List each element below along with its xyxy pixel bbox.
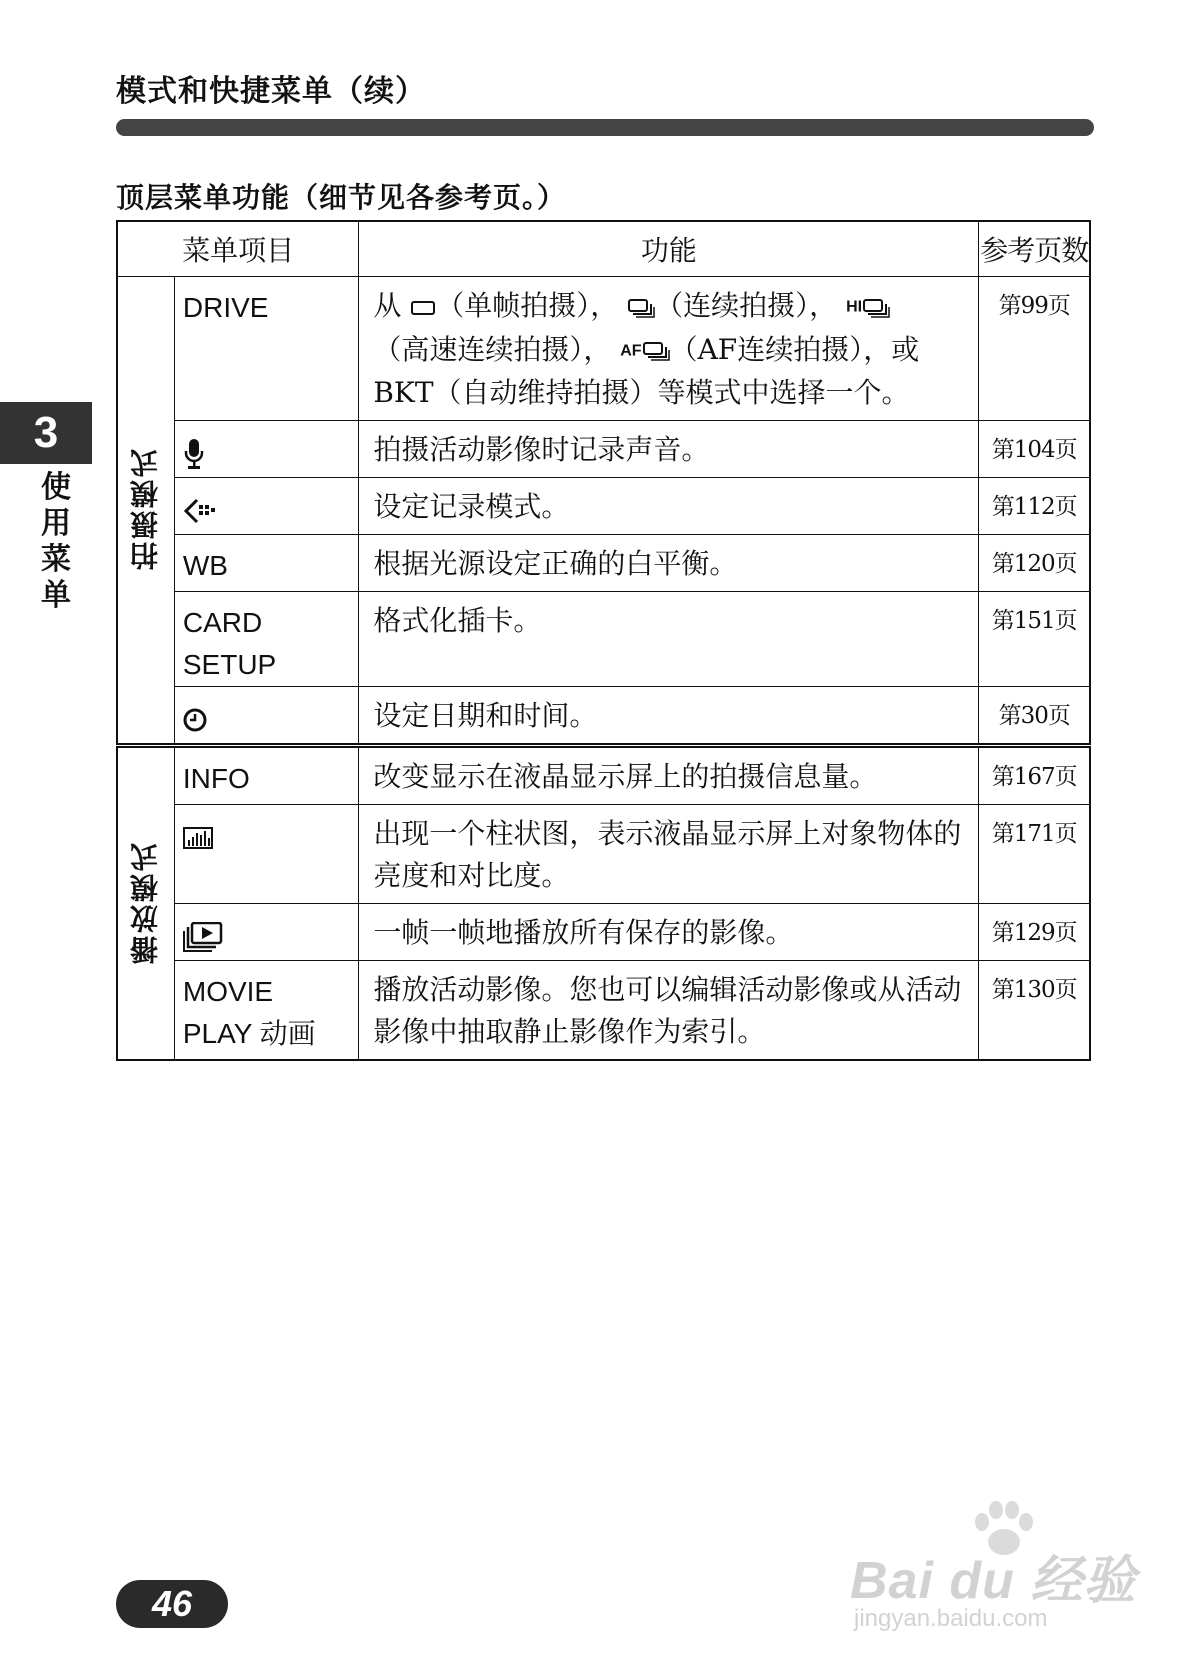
table-row <box>117 746 1090 805</box>
page-header-title: 模式和快捷菜单（续） <box>116 74 426 109</box>
chapter-label: 使用菜单 <box>41 470 71 613</box>
reference-page: 第171页 <box>979 805 1090 904</box>
histogram-icon <box>183 827 213 849</box>
function-text: 播放活动影像。您也可以编辑活动影像或从活动影像中抽取静止影像作为索引。 <box>359 961 979 1061</box>
reference-page: 第151页 <box>979 592 1090 687</box>
table-row <box>117 478 1090 535</box>
af-sequential-icon <box>642 341 670 361</box>
reference-page: 第130页 <box>979 961 1090 1061</box>
microphone-icon <box>183 438 205 470</box>
reference-page: 第104页 <box>979 421 1090 478</box>
function-text: 设定日期和时间。 <box>359 687 979 746</box>
chapter-number: 3 <box>33 408 59 457</box>
table-row <box>117 961 1090 1061</box>
section-title: 顶层菜单功能（细节见各参考页。） <box>116 181 567 214</box>
menu-item <box>174 478 358 535</box>
function-text: 一帧一帧地播放所有保存的影像。 <box>359 904 979 961</box>
chapter-tab <box>0 402 92 464</box>
menu-item <box>174 904 358 961</box>
reference-page: 第99页 <box>979 277 1090 421</box>
function-text: 出现一个柱状图，表示液晶显示屏上对象物体的亮度和对比度。 <box>359 805 979 904</box>
function-text: 根据光源设定正确的白平衡。 <box>359 535 979 592</box>
slideshow-icon <box>183 922 223 952</box>
header-function: 功能 <box>359 221 979 277</box>
high-speed-sequential-icon <box>862 298 890 318</box>
table-row <box>117 805 1090 904</box>
category-playback-label: 播放模式 <box>128 839 162 964</box>
top-menu-table <box>116 220 1091 1061</box>
watermark-brand: Bai du 经验 <box>850 1552 1137 1610</box>
af-label: AF <box>620 342 642 359</box>
watermark <box>850 1500 1140 1640</box>
header-divider-bar <box>116 119 1094 136</box>
reference-page: 第120页 <box>979 535 1090 592</box>
menu-item: MOVIE PLAY 动画 <box>174 961 358 1061</box>
menu-item <box>174 805 358 904</box>
menu-item: CARD SETUP <box>174 592 358 687</box>
menu-item: INFO <box>174 746 358 805</box>
table-row <box>117 592 1090 687</box>
category-shooting <box>117 277 174 746</box>
table-row <box>117 904 1090 961</box>
record-mode-icon <box>183 497 217 525</box>
table-header-row <box>117 221 1090 277</box>
table-row <box>117 535 1090 592</box>
header-menu-item: 菜单项目 <box>117 221 359 277</box>
table-row <box>117 421 1090 478</box>
menu-item <box>174 687 358 746</box>
menu-item <box>174 421 358 478</box>
menu-item: WB <box>174 535 358 592</box>
category-playback <box>117 746 174 1061</box>
watermark-url: jingyan.baidu.com <box>854 1605 1048 1632</box>
reference-page: 第129页 <box>979 904 1090 961</box>
reference-page: 第167页 <box>979 746 1090 805</box>
menu-item: DRIVE <box>174 277 358 421</box>
single-frame-icon <box>410 299 436 317</box>
header-reference: 参考页数 <box>979 221 1090 277</box>
page-number: 46 <box>116 1580 228 1628</box>
function-text: 从 （单帧拍摄）， （连续拍摄）， HI （高速连续拍摄）， AF （AF连续拍摄），或BKT（自动维持拍摄）等模式中选择一个。 <box>359 277 979 421</box>
hi-label: HI <box>846 298 863 316</box>
function-text: 拍摄活动影像时记录声音。 <box>359 421 979 478</box>
clock-icon <box>183 708 207 732</box>
reference-page: 第112页 <box>979 478 1090 535</box>
table-row <box>117 687 1090 746</box>
function-text: 设定记录模式。 <box>359 478 979 535</box>
category-shooting-label: 拍摄模式 <box>128 446 162 570</box>
sequential-shooting-icon <box>627 298 655 318</box>
function-text: 改变显示在液晶显示屏上的拍摄信息量。 <box>359 746 979 805</box>
function-text: 格式化插卡。 <box>359 592 979 687</box>
table-row <box>117 277 1090 421</box>
reference-page: 第30页 <box>979 687 1090 746</box>
